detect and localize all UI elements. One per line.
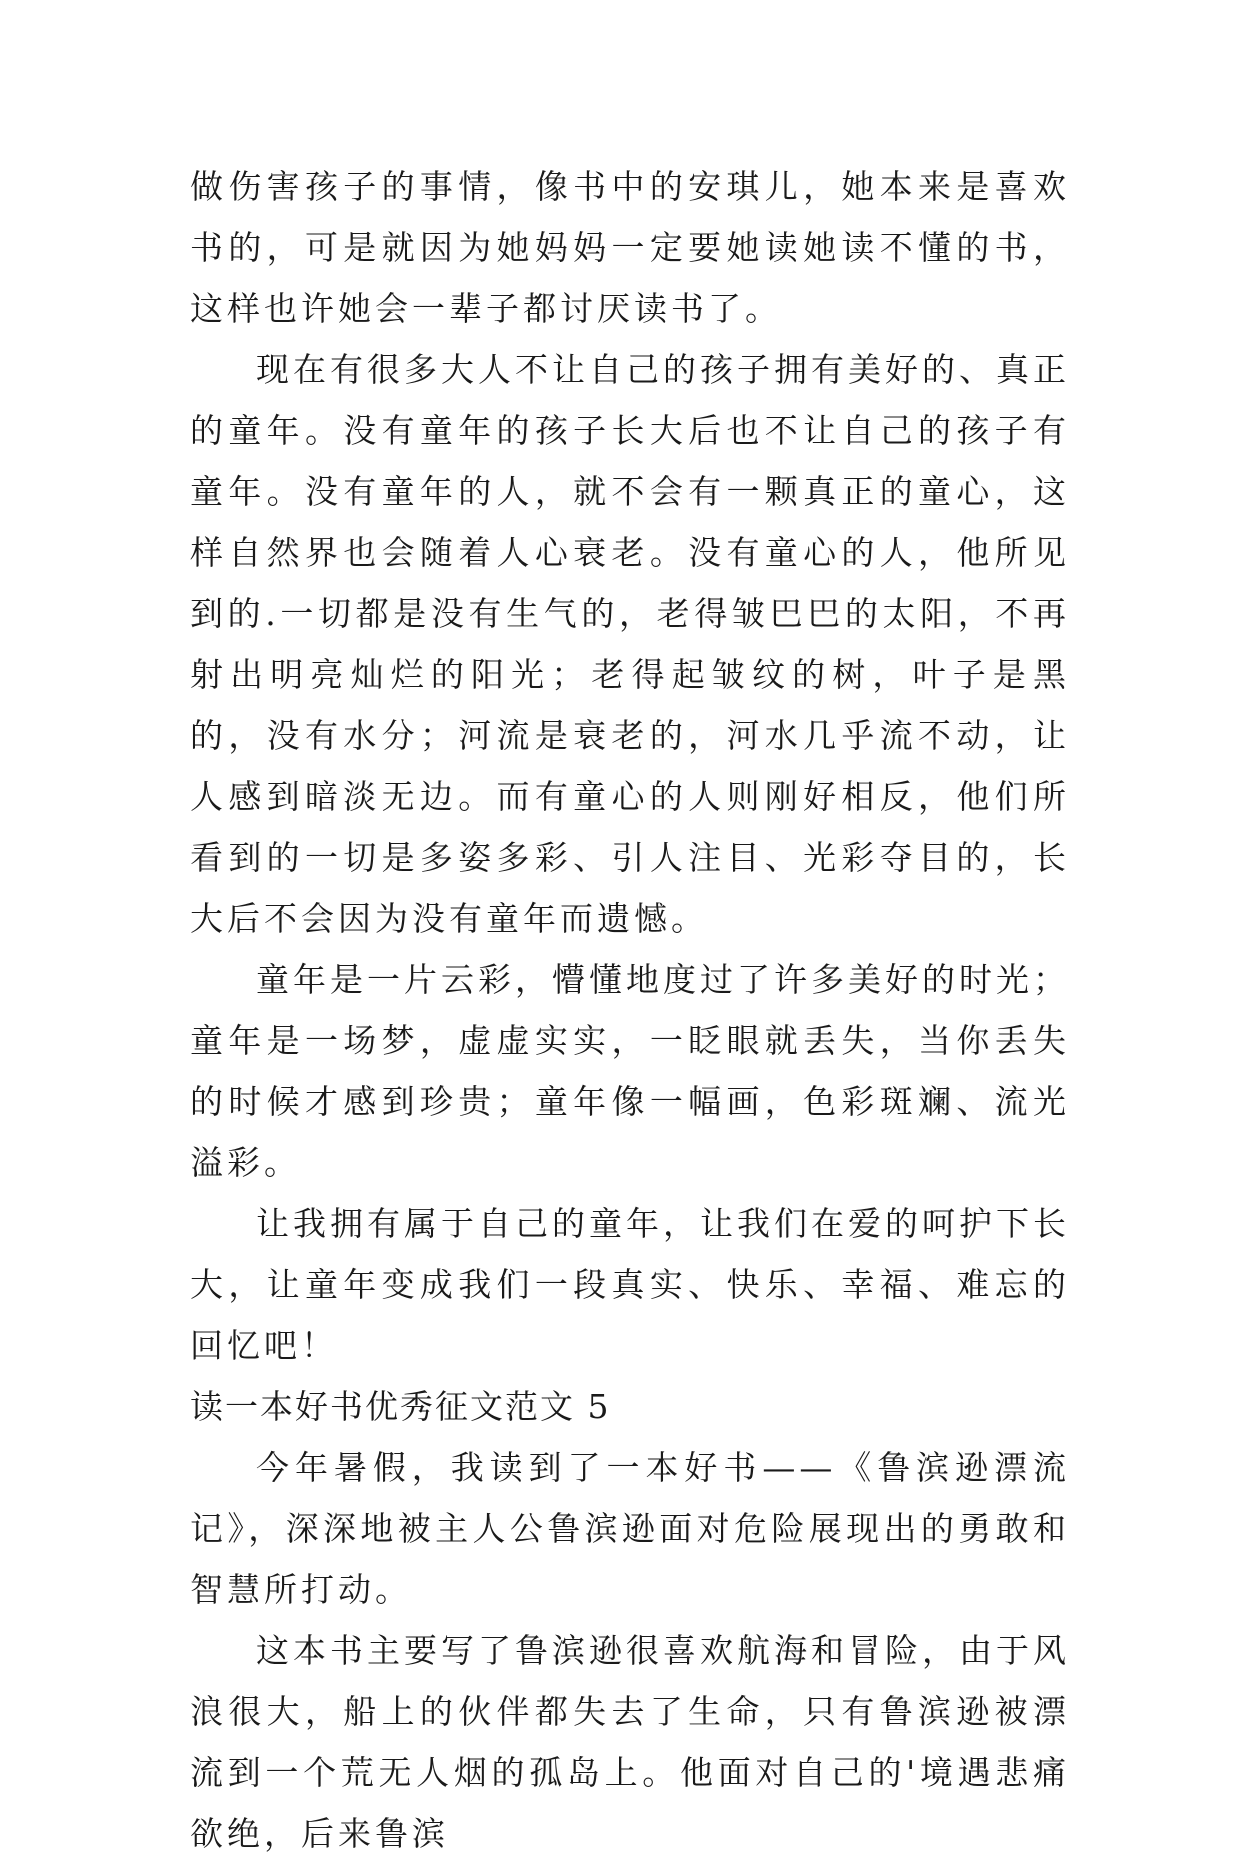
paragraph: 这本书主要写了鲁滨逊很喜欢航海和冒险，由于风浪很大，船上的伙伴都失去了生命，只有鲁滨逊被漂流到一个荒无人烟的孤岛上。他面对自己的'境遇悲痛欲绝，后来鲁滨 bbox=[190, 1631, 1070, 1853]
paragraph: 让我拥有属于自己的童年，让我们在爱的呵护下长大，让童年变成我们一段真实、快乐、幸福、难忘的回忆吧！ bbox=[190, 1204, 1070, 1365]
paragraph: 做伤害孩子的事情，像书中的安琪儿，她本来是喜欢书的，可是就因为她妈妈一定要她读她读不懂的书，这样也许她会一辈子都讨厌读书了。 bbox=[190, 167, 1070, 328]
section-heading: 读一本好书优秀征文范文 5 bbox=[190, 1387, 611, 1426]
paragraph: 现在有很多大人不让自己的孩子拥有美好的、真正的童年。没有童年的孩子长大后也不让自己的孩子有童年。没有童年的人，就不会有一颗真正的童心，这样自然界也会随着人心衰老。没有童心的人，他所见到的.一切都是没有生气的，老得皱巴巴的太阳，不再射出明亮灿烂的阳光；老得起皱纹的树，叶子是黑的，没有水分；河流是衰老的，河水几乎流不动，让人感到暗淡无边。而有童心的人则刚好相反，他们所看到的一切是多姿多彩、引人注目、光彩夺目的，长大后不会因为没有童年而遗憾。 bbox=[190, 350, 1070, 938]
paragraph: 今年暑假，我读到了一本好书——《鲁滨逊漂流记》，深深地被主人公鲁滨逊面对危险展现出的勇敢和智慧所打动。 bbox=[190, 1448, 1070, 1609]
paragraph: 童年是一片云彩，懵懂地度过了许多美好的时光；童年是一场梦，虚虚实实，一眨眼就丢失，当你丢失的时候才感到珍贵；童年像一幅画，色彩斑斓、流光溢彩。 bbox=[190, 960, 1070, 1182]
document-body bbox=[190, 156, 1070, 1864]
